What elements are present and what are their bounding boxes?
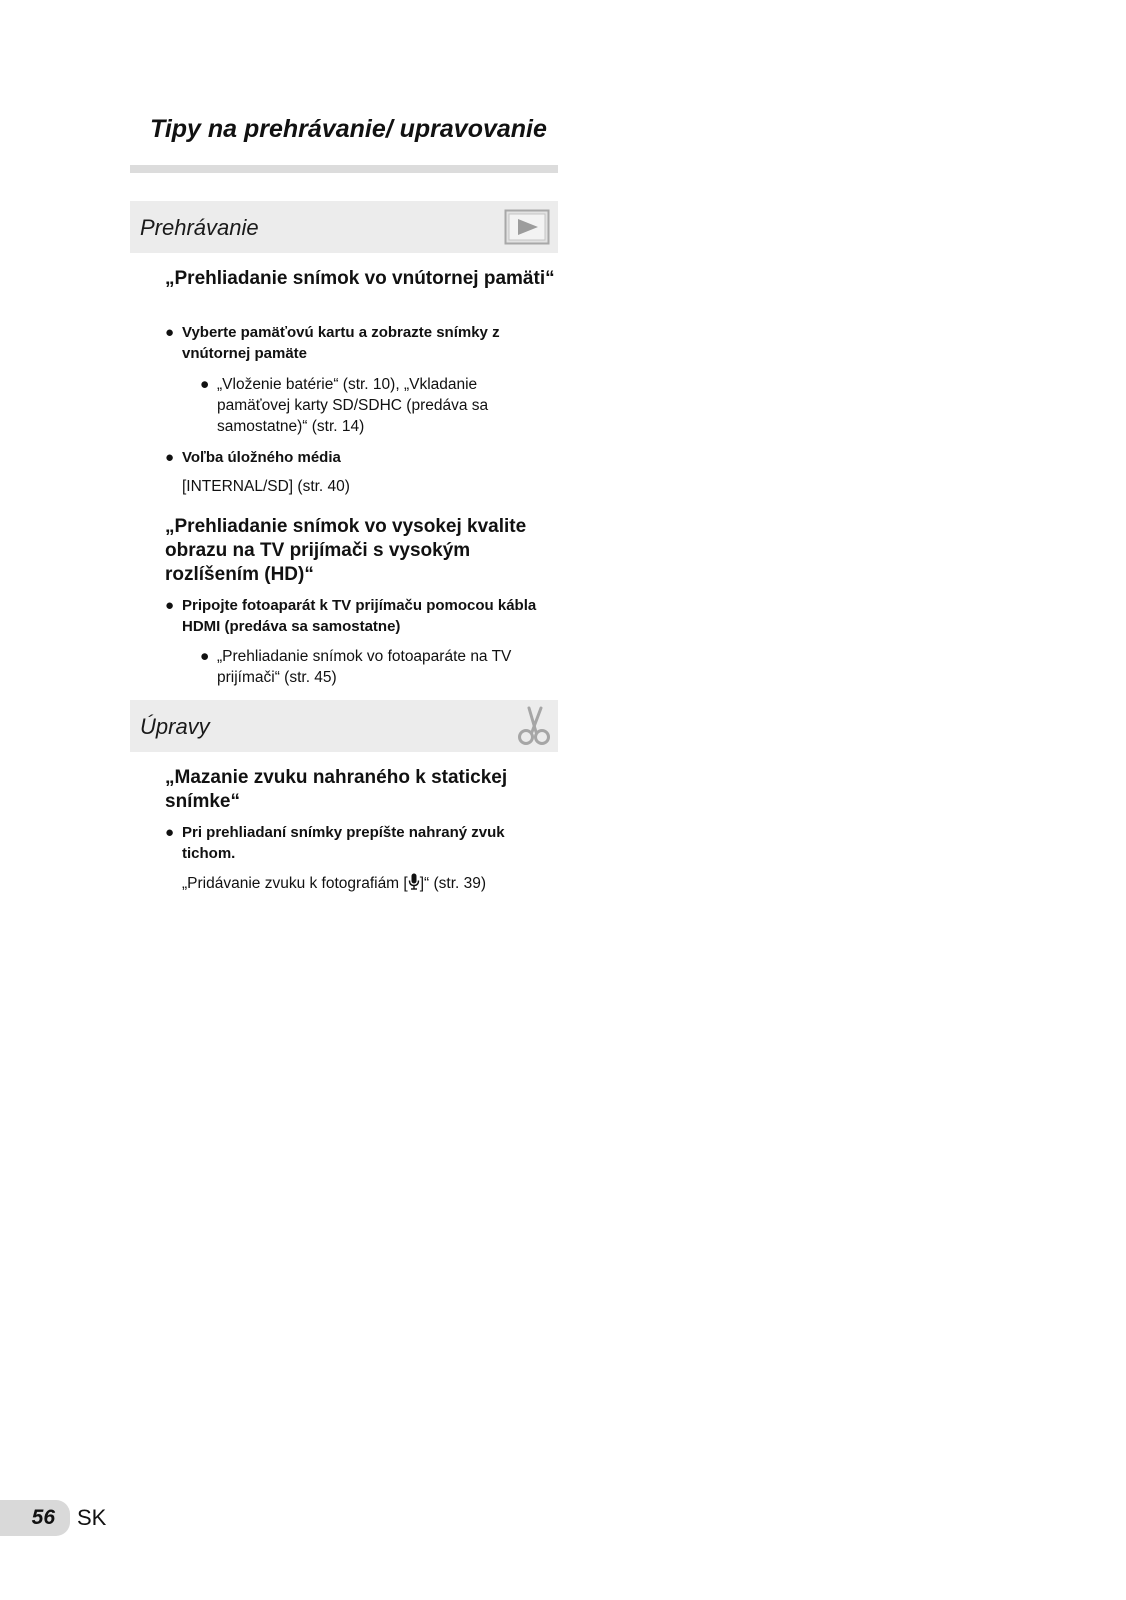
- bullet-icon: ●: [200, 376, 210, 393]
- section-title: Prehrávanie: [140, 215, 259, 240]
- item-heading: „Mazanie zvuku nahraného k statickej snímke“: [165, 767, 508, 812]
- bullet-text: Vyberte pamäťovú kartu a zobrazte snímky z vnútornej pamäte: [182, 324, 500, 362]
- reference-text-start: „Pridávanie zvuku k fotografiám [: [182, 875, 408, 892]
- list-item: [165, 322, 560, 364]
- bullet-icon: ●: [200, 648, 210, 665]
- section-header-playback: [130, 201, 558, 253]
- reference-text: [182, 873, 562, 896]
- reference-text: „Prehliadanie snímok vo fotoaparáte na TV prijímači“ (str. 45): [217, 648, 512, 686]
- list-item: [165, 447, 560, 468]
- reference-text-end: ]“ (str. 39): [419, 875, 487, 892]
- playback-icon: [504, 209, 550, 250]
- bullet-icon: ●: [165, 449, 175, 466]
- item-heading: „Prehliadanie snímok vo vnútornej pamäti“: [165, 268, 555, 289]
- bullet-icon: ●: [165, 324, 175, 341]
- bullet-text: Pri prehliadaní snímky prepíšte nahraný zvuk tichom.: [182, 824, 505, 862]
- list-item: [200, 374, 545, 437]
- list-item: [165, 595, 560, 637]
- list-item: [165, 822, 560, 864]
- microphone-icon: [408, 873, 420, 896]
- page-number-tab: [0, 1500, 70, 1536]
- page-number: 56: [31, 1506, 55, 1529]
- bullet-text: Pripojte fotoaparát k TV prijímaču pomocou kábla HDMI (predáva sa samostatne): [182, 597, 537, 635]
- item-heading: „Prehliadanie snímok vo vysokej kvalite obrazu na TV prijímači s vysokým rozlíšením (HD)“: [165, 516, 527, 585]
- section-title: Úpravy: [140, 714, 210, 739]
- title-divider: [130, 165, 558, 173]
- reference-text: „Vloženie batérie“ (str. 10), „Vkladanie pamäťovej karty SD/SDHC (predáva sa samostatne)“ (str. 14): [217, 376, 489, 435]
- page-language: SK: [77, 1505, 107, 1530]
- scissors-icon: [516, 706, 552, 751]
- reference-text: [INTERNAL/SD] (str. 40): [182, 478, 350, 495]
- bullet-text: Voľba úložného média: [182, 449, 341, 466]
- page-title: Tipy na prehrávanie/ upravovanie: [150, 115, 547, 143]
- bullet-icon: ●: [165, 597, 175, 614]
- list-item: [200, 646, 545, 688]
- section-header-editing: [130, 700, 558, 752]
- bullet-icon: ●: [165, 824, 175, 841]
